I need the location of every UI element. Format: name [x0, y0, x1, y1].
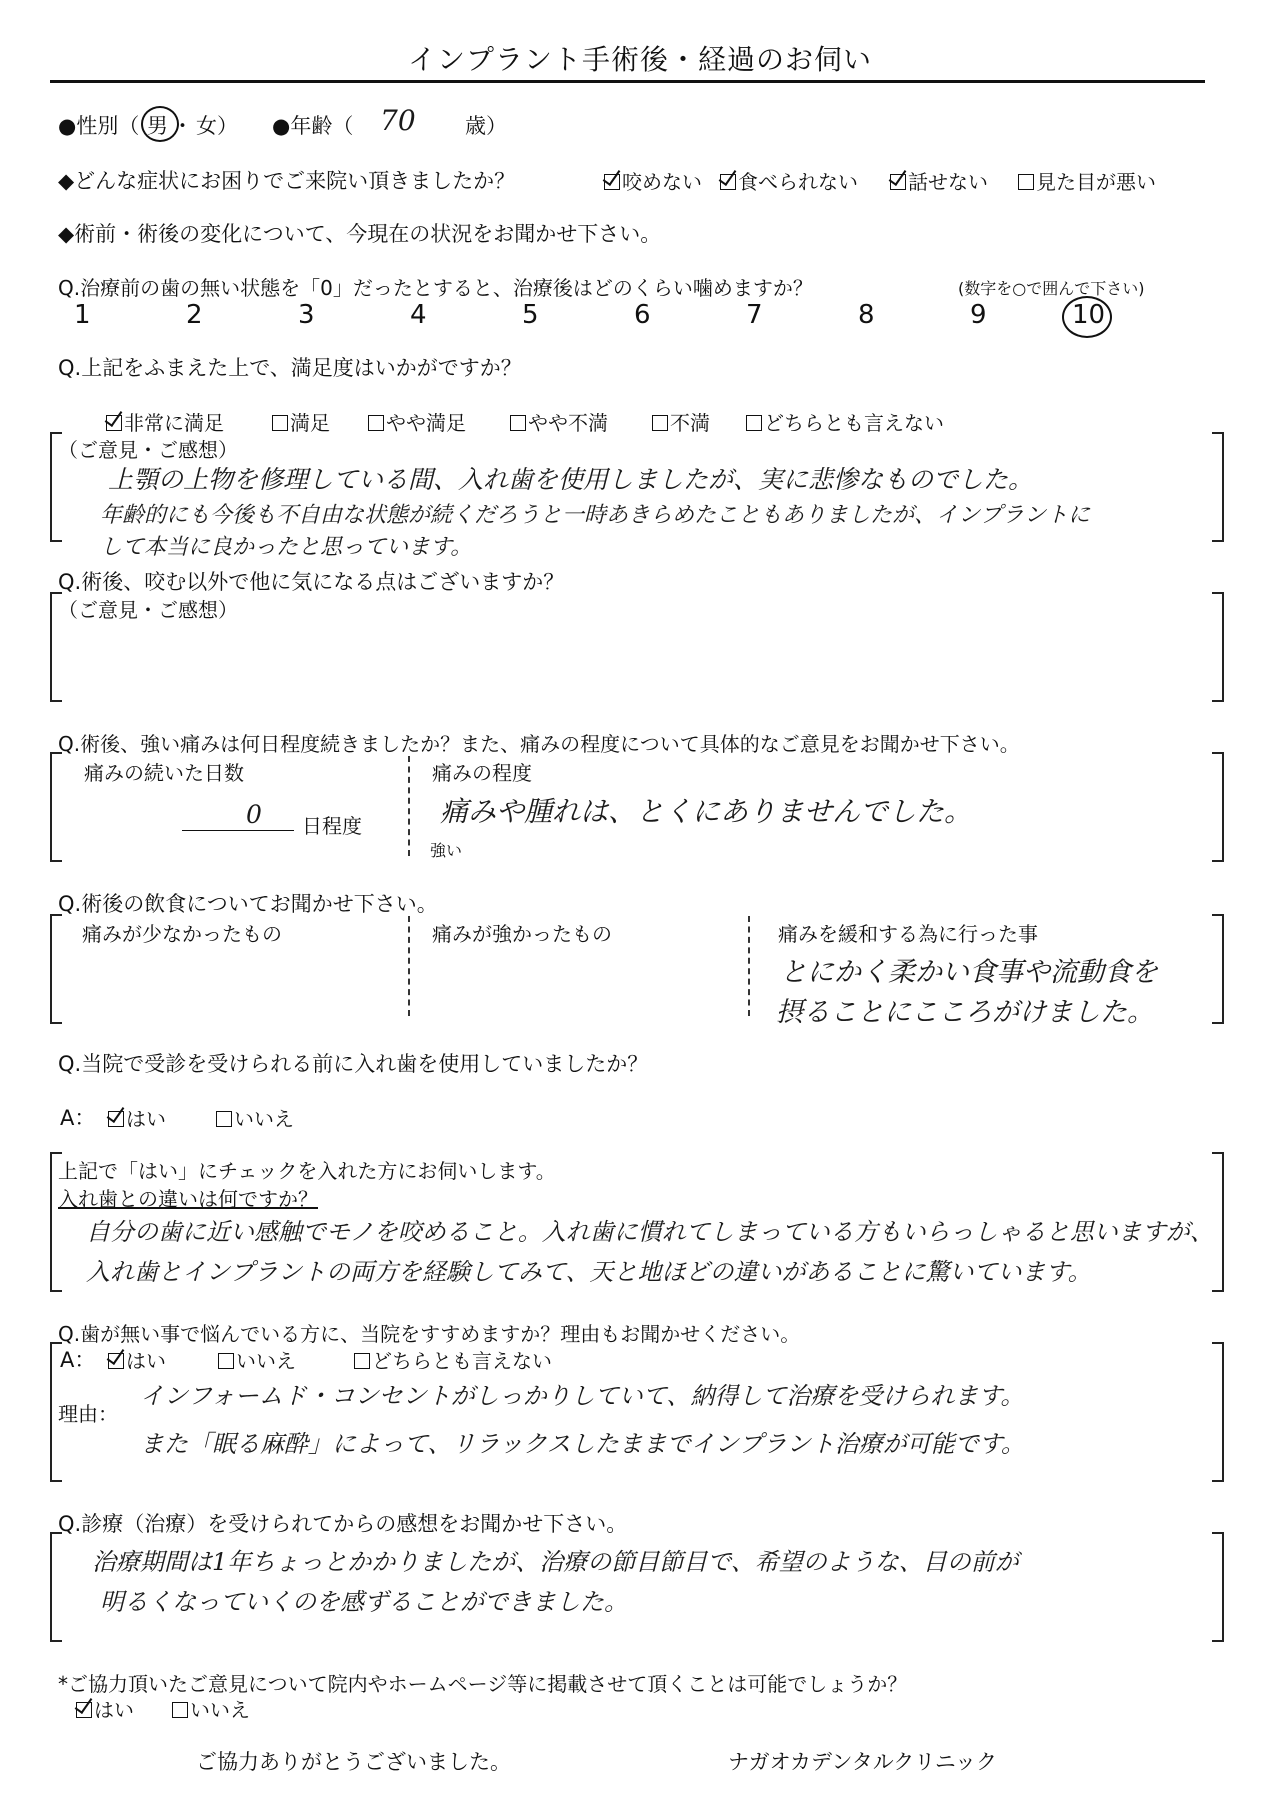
column-divider [748, 916, 750, 1016]
bracket-right [1212, 432, 1224, 542]
page-title: インプラント手術後・経過のお伺い [407, 43, 872, 76]
scale-8[interactable]: 8 [858, 300, 875, 330]
checkbox-empty-icon[interactable] [354, 1353, 370, 1369]
diet-col-relief: 痛みを緩和する為に行った事 [778, 922, 1038, 946]
recommend-answer-prefix: A： [60, 1348, 96, 1372]
symptom-option-speak[interactable] [890, 166, 988, 195]
publish-question: *ご協力頂いたご意見について院内やホームページ等に掲載させて頂くことは可能でしょうか？ [58, 1672, 908, 1696]
checkbox-empty-icon[interactable] [746, 415, 762, 431]
option-label: どちらとも言えない [372, 1349, 552, 1373]
denture-option-yes[interactable] [108, 1103, 166, 1132]
satisfaction-option-slightly-dis[interactable] [510, 407, 608, 436]
footer-thanks: ご協力ありがとうございました。 [196, 1750, 511, 1774]
checkbox-checked-icon[interactable] [108, 1353, 124, 1369]
publish-option-no[interactable] [172, 1694, 250, 1723]
option-label: いいえ [236, 1349, 296, 1373]
bracket-right [1212, 752, 1224, 862]
chew-note: (数字を○で囲んで下さい) [958, 279, 1145, 298]
checkbox-empty-icon[interactable] [272, 415, 288, 431]
denture-answer-prefix: A： [60, 1106, 96, 1130]
checkbox-empty-icon[interactable] [652, 415, 668, 431]
satisfaction-label: 非常に満足 [124, 411, 224, 435]
sex-separator: ・ [172, 114, 193, 138]
satisfaction-option-dis[interactable] [652, 407, 710, 436]
bracket-left [50, 1532, 62, 1642]
checkbox-empty-icon[interactable] [510, 415, 526, 431]
checkbox-empty-icon[interactable] [1018, 174, 1034, 190]
satisfaction-option-somewhat[interactable] [368, 407, 466, 436]
bracket-right [1212, 1342, 1224, 1482]
checkbox-checked-icon[interactable] [76, 1702, 92, 1718]
reason-label: 理由： [58, 1402, 118, 1426]
diet-col-less-pain: 痛みが少なかったもの [82, 922, 282, 946]
satisfaction-label: 不満 [670, 411, 710, 435]
option-label: はい [126, 1107, 166, 1131]
pain-days-label: 痛みの続いた日数 [84, 761, 244, 785]
diet-question: Q.術後の飲食についてお聞かせ下さい。 [58, 892, 438, 916]
sex-label: ●性別（ [58, 114, 140, 138]
checkbox-empty-icon[interactable] [172, 1702, 188, 1718]
comment-line-2[interactable]: 年齢的にも今後も不自由な状態が続くだろうと一時あきらめたこともありましたが、インプラントに [100, 503, 1091, 528]
scale-10[interactable]: 10 [1072, 300, 1106, 330]
symptom-option-bite[interactable] [604, 166, 702, 195]
scale-4[interactable]: 4 [410, 300, 427, 330]
pain-degree-hint: 強い [430, 841, 463, 860]
option-label: いいえ [234, 1107, 294, 1131]
age-value[interactable]: 70 [380, 104, 416, 137]
publish-option-yes[interactable] [76, 1694, 134, 1723]
denture-difference-line-1[interactable]: 自分の歯に近い感触でモノを咬めること。入れ歯に慣れてしまっている方もいらっしゃると思いますが、 [86, 1218, 1214, 1246]
pain-days-unit: 日程度 [302, 814, 362, 838]
recommend-option-yes[interactable] [108, 1345, 166, 1374]
satisfaction-label: 満足 [290, 411, 330, 435]
scale-3[interactable]: 3 [298, 300, 315, 330]
diet-col-more-pain: 痛みが強かったもの [432, 922, 612, 946]
symptoms-question: ◆どんな症状にお困りでご来院い頂きましたか？ [58, 169, 516, 193]
bracket-right [1212, 914, 1224, 1024]
scale-2[interactable]: 2 [186, 300, 203, 330]
bracket-left [50, 914, 62, 1024]
intro-text: ◆術前・術後の変化について、今現在の状況をお聞かせ下さい。 [58, 222, 662, 246]
reason-line-2[interactable]: また「眠る麻酔」によって、リラックスしたままでインプラント治療が可能です。 [140, 1430, 1025, 1458]
denture-difference-question: 入れ歯との違いは何ですか？ [58, 1187, 318, 1211]
checkbox-empty-icon[interactable] [216, 1111, 232, 1127]
impression-question: Q.診療（治療）を受けられてからの感想をお聞かせ下さい。 [58, 1512, 628, 1536]
pain-degree-answer[interactable]: 痛みや腫れは、とくにありませんでした。 [440, 795, 973, 828]
recommend-question: Q.歯が無い事で悩んでいる方に、当院をすすめますか？理由もお聞かせください。 [58, 1322, 801, 1346]
option-label: はい [94, 1698, 134, 1722]
satisfaction-label: どちらとも言えない [764, 411, 944, 435]
sex-option-female[interactable]: 女） [196, 114, 238, 138]
symptom-label: 咬めない [622, 170, 702, 194]
checkbox-checked-icon[interactable] [890, 174, 906, 190]
satisfaction-question: Q.上記をふまえた上で、満足度はいかがですか？ [58, 356, 522, 380]
pain-days-underline [182, 830, 294, 831]
satisfaction-option-very[interactable] [106, 407, 224, 436]
denture-difference-line-2[interactable]: 入れ歯とインプラントの両方を経験してみて、天と地ほどの違いがあることに驚いています。 [86, 1258, 1092, 1286]
scale-9[interactable]: 9 [970, 300, 987, 330]
option-label: はい [126, 1349, 166, 1373]
recommend-option-neither[interactable] [354, 1345, 552, 1374]
checkbox-checked-icon[interactable] [720, 174, 736, 190]
satisfaction-label: やや満足 [386, 411, 466, 435]
scale-6[interactable]: 6 [634, 300, 651, 330]
scale-5[interactable]: 5 [522, 300, 539, 330]
symptom-option-eat[interactable] [720, 166, 858, 195]
checkbox-checked-icon[interactable] [604, 174, 620, 190]
comment-line-1[interactable]: 上顎の上物を修理している間、入れ歯を使用しましたが、実に悲惨なものでした。 [108, 465, 1034, 494]
diet-relief-line-1[interactable]: とにかく柔かい食事や流動食を [780, 957, 1158, 988]
denture-option-no[interactable] [216, 1103, 294, 1132]
pain-question: Q.術後、強い痛みは何日程度続きましたか？また、痛みの程度について具体的なご意見をお聞かせ下さい。 [58, 732, 1020, 756]
comment-label: （ご意見・ご感想） [58, 438, 238, 462]
reason-line-1[interactable]: インフォームド・コンセントがしっかりしていて、納得して治療を受けられます。 [140, 1382, 1025, 1410]
comment-line-3[interactable]: して本当に良かったと思っています。 [100, 535, 473, 560]
sex-option-male[interactable]: 男 [147, 114, 168, 138]
scale-1[interactable]: 1 [74, 300, 91, 330]
bracket-left [50, 752, 62, 862]
footer-clinic: ナガオカデンタルクリニック [728, 1750, 998, 1774]
symptom-label: 見た目が悪い [1036, 170, 1156, 194]
age-unit: 歳） [465, 114, 507, 138]
denture-question: Q.当院で受診を受けられる前に入れ歯を使用していましたか？ [58, 1052, 649, 1076]
satisfaction-label: やや不満 [528, 411, 608, 435]
bracket-right [1212, 592, 1224, 702]
checkbox-checked-icon[interactable] [108, 1111, 124, 1127]
checkbox-checked-icon[interactable] [106, 415, 122, 431]
bracket-right [1212, 1152, 1224, 1292]
impression-line-1[interactable]: 治療期間は1年ちょっとかかりましたが、治療の節目節目で、希望のような、目の前が [92, 1548, 1019, 1576]
chew-question: Q.治療前の歯の無い状態を「0」だったとすると、治療後はどのくらい噛めますか？ [58, 276, 813, 300]
satisfaction-option-neither[interactable] [746, 407, 944, 436]
symptom-label: 食べられない [738, 170, 858, 194]
impression-line-2[interactable]: 明るくなっていくのを感ずることができました。 [100, 1588, 628, 1616]
diet-relief-line-2[interactable]: 摂ることにこころがけました。 [776, 997, 1154, 1028]
scale-selected-circle [1062, 296, 1112, 338]
symptom-option-appearance[interactable] [1018, 166, 1156, 195]
title-divider [50, 80, 1205, 83]
denture-followup: 上記で「はい」にチェックを入れた方にお伺いします。 [58, 1159, 556, 1183]
symptom-label: 話せない [908, 170, 988, 194]
option-label: いいえ [190, 1698, 250, 1722]
satisfaction-option-satisfied[interactable] [272, 407, 330, 436]
bracket-right [1212, 1532, 1224, 1642]
checkbox-empty-icon[interactable] [368, 415, 384, 431]
comment-label: （ご意見・ご感想） [58, 598, 238, 622]
recommend-option-no[interactable] [218, 1345, 296, 1374]
column-divider [408, 916, 410, 1016]
scale-7[interactable]: 7 [746, 300, 763, 330]
column-divider [408, 756, 410, 856]
age-label: ●年齢（ [272, 114, 354, 138]
pain-days-value[interactable]: 0 [246, 800, 262, 829]
checkbox-empty-icon[interactable] [218, 1353, 234, 1369]
other-concerns-question: Q.術後、咬む以外で他に気になる点はございますか？ [58, 570, 565, 594]
pain-degree-label: 痛みの程度 [432, 761, 532, 785]
